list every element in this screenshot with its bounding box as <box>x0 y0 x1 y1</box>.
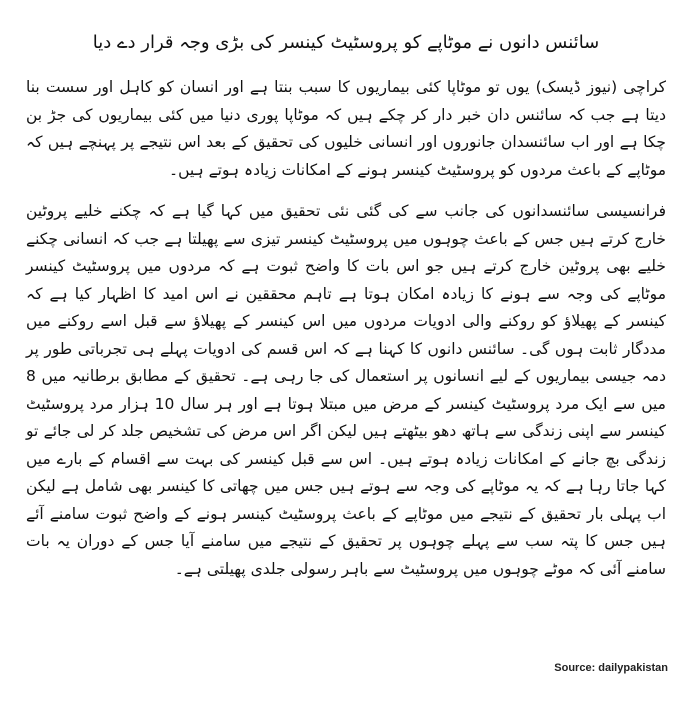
article-paragraph-2: فرانسیسی سائنسدانوں کی جانب سے کی گئی نئی تحقیق میں کہا گیا ہے کہ چکنے خلیے پروٹین خارج کرتے ہیں جس کے باعث چوہوں میں پروسٹیٹ کینسر تیزی سے پھیلتا ہے جب کہ انسانی چکنے خلیے بھی پروٹین خارج کرتے ہیں جو اس بات کا واضح ثبوت ہے کہ مردوں میں پروسٹیٹ کینسر موٹاپے کی وجہ سے ہونے کا زیادہ امکان ہوتا ہے تاہم محققین نے اس امید کا اظہار کیا ہے کہ کینسر کے پھیلاؤ کو روکنے والی ادویات مردوں میں اس کینسر کے پھیلاؤ سے قبل اسے روکنے میں مددگار ثابت ہوں گی۔ سائنس دانوں کا کہنا ہے کہ اس قسم کی ادویات پہلے ہی تجرباتی طور پر دمہ جیسی بیماریوں کے لیے انسانوں پر استعمال کی جا رہی ہے۔ تحقیق کے مطابق برطانیہ میں 8 میں سے ایک مرد پروسٹیٹ کینسر کے مرض میں مبتلا ہوتا ہے اور ہر سال 10 ہزار مرد پروسٹیٹ کینسر سے اپنی زندگی سے ہاتھ دھو بیٹھتے ہیں لیکن اگر اس مرض کی تشخیص جلد کر لی جائے تو زندگی بچ جانے کے امکانات زیادہ ہوتے ہیں۔ اس سے قبل کینسر کی بہت سے اقسام کے بارے میں کہا جاتا رہا ہے کہ یہ موٹاپے کی وجہ سے ہوتے ہیں جس میں چھاتی کا کینسر بھی شامل ہے لیکن اب پہلی بار تحقیق کے نتیجے میں موٹاپے کے باعث پروسٹیٹ کینسر ہونے کے واضح ثبوت سامنے آئے ہیں جس کا پتہ سب سے پہلے چوہوں پر تحقیق کے نتیجے میں سامنے آیا جس کے دوران یہ بات سامنے آئی کہ موٹے چوہوں میں پروسٹیٹ سے باہر رسولی جلدی پھیلتی ہے۔ <box>26 202 666 578</box>
source-credit: Source: dailypakistan <box>554 662 668 674</box>
article-paragraph-1: کراچی (نیوز ڈیسک) یوں تو موٹاپا کئی بیماریوں کا سبب بنتا ہے اور انسان کو کاہل اور سست بنا دیتا ہے جب کہ سائنس دان خبر دار کر چکے ہیں کہ موٹاپا پوری دنیا میں کئی بیماریوں کی جڑ بن چکا ہے اور اب سائنسدان جانوروں اور انسانی خلیوں کی تحقیق کے بعد اس نتیجے پر پہنچے ہیں کہ موٹاپے کے باعث مردوں کو پروسٹیٹ کینسر ہونے کے امکانات زیادہ ہوتے ہیں۔ <box>26 78 666 179</box>
article <box>26 14 666 597</box>
article-headline: سائنس دانوں نے موٹاپے کو پروسٹیٹ کینسر کی بڑی وجہ قرار دے دیا <box>92 32 600 53</box>
